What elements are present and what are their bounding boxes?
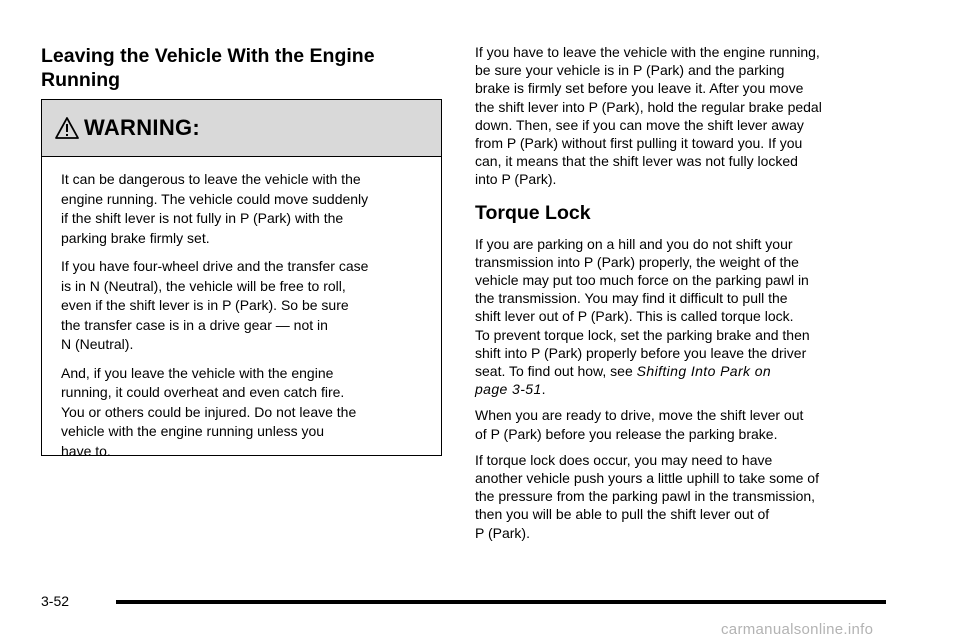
watermark: carmanualsonline.info [721, 621, 874, 638]
shifting-into-park-link[interactable]: Shifting Into Park on page 3‑51 [475, 363, 772, 398]
warning-header [42, 100, 441, 157]
torque-lock-heading: Torque Lock [475, 201, 591, 224]
intro-paragraph: If you have to leave the vehicle with the engine running, be sure your vehicle is in P (Park) and the parking brake is firmly set before you leave it. After you move the shift lever into P (Park), hold the regular brake pedal down. Then, see if you can move the shift lever away from P (Park) without first pulling it toward you. If you can, it means that the shift lever was not fully locked into P (Park). [475, 44, 822, 188]
warning-box [41, 99, 442, 459]
page-number: 3-52 [41, 593, 70, 609]
right-column [475, 43, 895, 550]
torque-lock-text: If you are parking on a hill and you do not shift your transmission into P (Park) properly, the weight of the vehicle may put too much force on the parking pawl in the transmission. You may find it difficult to pull the shift lever out of P (Park). This is called torque lock. To prevent torque lock, set the parking brake and then shift into P (Park) properly before you leave the driver seat. To find out how, see [475, 235, 810, 380]
warning-title: WARNING: [84, 115, 201, 140]
warning-paragraph: If you have four-wheel drive and the transfer case is in N (Neutral), the vehicle will be free to roll, even if the shift lever is in P (Park). So be sure the transfer case is in a drive gear — not in N (Neutral). [61, 258, 369, 352]
warning-triangle-icon [55, 116, 79, 140]
section-heading: Leaving the Vehicle With the Engine Running [41, 45, 375, 91]
warning-body [42, 157, 441, 461]
torque-lock-text-end: . [541, 381, 546, 398]
torque-lock-occurs-paragraph: If torque lock does occur, you may need to have another vehicle push yours a little uphill to take some of the pressure from the parking pawl in the transmission, then you will be able to pull the shift lever out of P (Park). [475, 451, 819, 541]
footer-rule [116, 600, 886, 604]
warning-paragraph: It can be dangerous to leave the vehicle with the engine running. The vehicle could move suddenly if the shift lever is not fully in P (Park) with the parking brake firmly set. [61, 171, 369, 246]
warning-paragraph: And, if you leave the vehicle with the engine running, it could overheat and even catch fire. You or others could be injured. Do not leave the vehicle with the engine running unless you have to. [61, 364, 357, 459]
ready-to-drive-paragraph: When you are ready to drive, move the shift lever out of P (Park) before you release the parking brake. [475, 407, 804, 442]
torque-lock-paragraph [475, 235, 895, 399]
